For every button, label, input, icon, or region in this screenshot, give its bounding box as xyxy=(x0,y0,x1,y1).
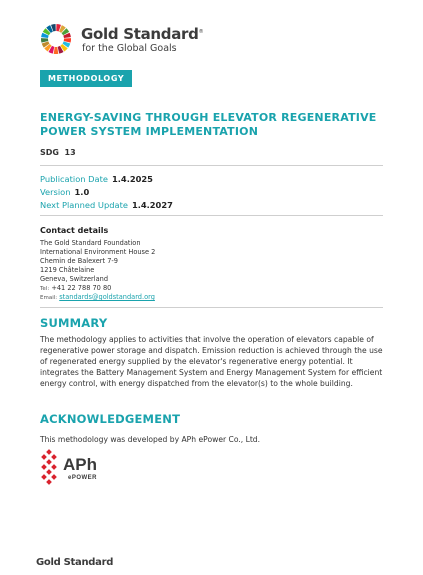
publication-date-label: Publication Date xyxy=(40,174,108,184)
contact-line1: International Environment House 2 xyxy=(40,248,156,256)
divider xyxy=(40,165,383,166)
acknowledgement-text: This methodology was developed by APh ePower Co., Ltd. xyxy=(40,435,261,444)
sdg-label: SDG 13 xyxy=(40,148,76,157)
brand-name: Gold Standard® xyxy=(81,25,204,43)
sdg-wheel-icon xyxy=(40,23,72,55)
email-link[interactable]: standards@goldstandard.org xyxy=(59,293,155,301)
version-label: Version xyxy=(40,187,71,197)
contact-email xyxy=(40,293,155,301)
summary-heading: SUMMARY xyxy=(40,316,108,330)
aph-epower-logo-icon xyxy=(39,448,111,488)
divider xyxy=(40,215,383,216)
sdg-wheel-segment xyxy=(54,47,59,54)
acknowledgement-heading: ACKNOWLEDGEMENT xyxy=(40,412,181,426)
divider xyxy=(40,307,383,308)
contact-line2: Chemin de Balexert 7-9 xyxy=(40,257,118,265)
version-row xyxy=(40,187,89,197)
version-value: 1.0 xyxy=(74,187,90,197)
contact-line3: 1219 Châtelaine xyxy=(40,266,95,274)
publication-date-value: 1.4.2025 xyxy=(112,174,153,184)
publication-date-row xyxy=(40,174,153,184)
svg-text:ePOWER: ePOWER xyxy=(68,475,98,481)
next-update-value: 1.4.2027 xyxy=(131,200,173,210)
next-update-row xyxy=(40,200,173,210)
svg-text:APh: APh xyxy=(63,455,97,474)
document-title: ENERGY-SAVING THROUGH ELEVATOR REGENERATIVE POWER SYSTEM IMPLEMENTATION xyxy=(40,111,377,138)
contact-title: Contact details xyxy=(40,226,109,235)
methodology-badge: METHODOLOGY xyxy=(40,70,132,87)
contact-line4: Geneva, Switzerland xyxy=(40,275,108,283)
contact-org: The Gold Standard Foundation xyxy=(40,239,141,247)
footer-brand: Gold Standard xyxy=(36,557,114,568)
tel-label: Tel: xyxy=(40,286,50,292)
email-label: Email: xyxy=(40,295,58,301)
contact-tel xyxy=(40,284,111,292)
next-update-label: Next Planned Update xyxy=(40,200,128,210)
summary-text: The methodology applies to activities that involve the operation of elevators capable of regenerative power storage and dispatch. Emission reduction is achieved through the use of regenerated energy supplied by the elevator's regenerative energy potential. It integrates the Battery Management System and Energy Management System for efficient energy control, with energy dispatched from the elevator(s) to the whole building. xyxy=(40,335,383,388)
brand-tagline: for the Global Goals xyxy=(82,43,177,54)
tel-value: +41 22 788 70 80 xyxy=(51,284,112,292)
